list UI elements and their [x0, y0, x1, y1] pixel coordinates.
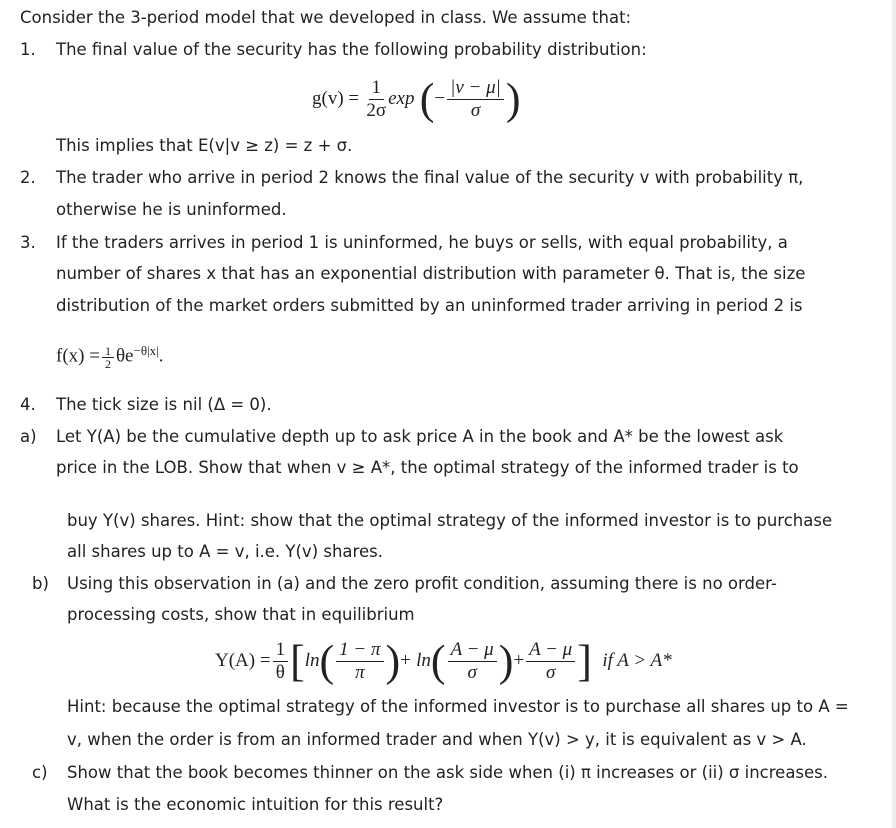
- part-text: all shares up to A = v, i.e. Y(v) shares.: [67, 542, 383, 561]
- part-text: What is the economic intuition for this result?: [67, 795, 444, 814]
- part-text: Using this observation in (a) and the zero profit condition, assuming there is no order-: [67, 574, 777, 593]
- equation-f: f(x) = $\frac{1}{2}$ $\theta e^{-\theta|x|}$.: [56, 343, 164, 371]
- eq-fn: exp: [388, 88, 415, 109]
- part-text: Hint: because the optimal strategy of the informed investor is to purchase all shares up to A =: [67, 697, 849, 716]
- part-text: v, when the order is from an informed trader and when Y(v) > y, it is equivalent as v > A.: [67, 730, 807, 749]
- eq-inner-frac: $\frac{|v - \mu|}{\sigma}$: [447, 77, 504, 122]
- item-number: 1.: [20, 40, 36, 59]
- part-text: buy Y(v) shares. Hint: show that the optimal strategy of the informed investor is to purchase: [67, 511, 833, 530]
- intro: Consider the 3-period model that we developed in class. We assume that:: [20, 8, 632, 27]
- item-text: otherwise he is uninformed.: [56, 200, 287, 219]
- item-number: 2.: [20, 168, 36, 187]
- equation-y: Y(A) = $\frac{1}{\theta}$ [ln( $\frac{1 - \pi}{\pi}$ )+ ln( $\frac{A - \mu}{\sigma}$ )+ $\frac{A - \mu}{\sigma}$ ] if A > A*: [215, 636, 672, 686]
- part-text: processing costs, show that in equilibrium: [67, 605, 415, 624]
- part-text: Let Y(A) be the cumulative depth up to ask price A in the book and A* be the lowest ask: [56, 427, 784, 446]
- item-text: number of shares x that has an exponential distribution with parameter θ. That is, the size: [56, 264, 806, 283]
- eq-lhs: g(v) =: [312, 88, 360, 109]
- implies-text: This implies that E(v|v ≥ z) = z + σ.: [56, 136, 353, 155]
- part-text: price in the LOB. Show that when v ≥ A*, the optimal strategy of the informed trader is to: [56, 458, 799, 477]
- equation-g: g(v) = $\frac{1}{2\sigma}$ exp (− $\frac{|v - \mu|}{\sigma}$ ): [312, 74, 521, 124]
- item-number: 4.: [20, 395, 36, 414]
- item-text: The tick size is nil (Δ = 0).: [56, 395, 272, 414]
- part-label: a): [20, 427, 37, 446]
- part-text: Show that the book becomes thinner on the ask side when (i) π increases or (ii) σ increases.: [67, 763, 829, 782]
- item-text: The trader who arrive in period 2 knows the final value of the security v with probability π,: [56, 168, 804, 187]
- item-text: If the traders arrives in period 1 is uninformed, he buys or sells, with equal probability, a: [56, 233, 788, 252]
- item-text: The final value of the security has the following probability distribution:: [56, 40, 647, 59]
- part-label: c): [32, 763, 48, 782]
- eq-frac: $\frac{1}{2\sigma}$: [366, 77, 387, 121]
- item-text: distribution of the market orders submitted by an uninformed trader arriving in period 2 is: [56, 296, 803, 315]
- item-number: 3.: [20, 233, 36, 252]
- part-label: b): [32, 574, 49, 593]
